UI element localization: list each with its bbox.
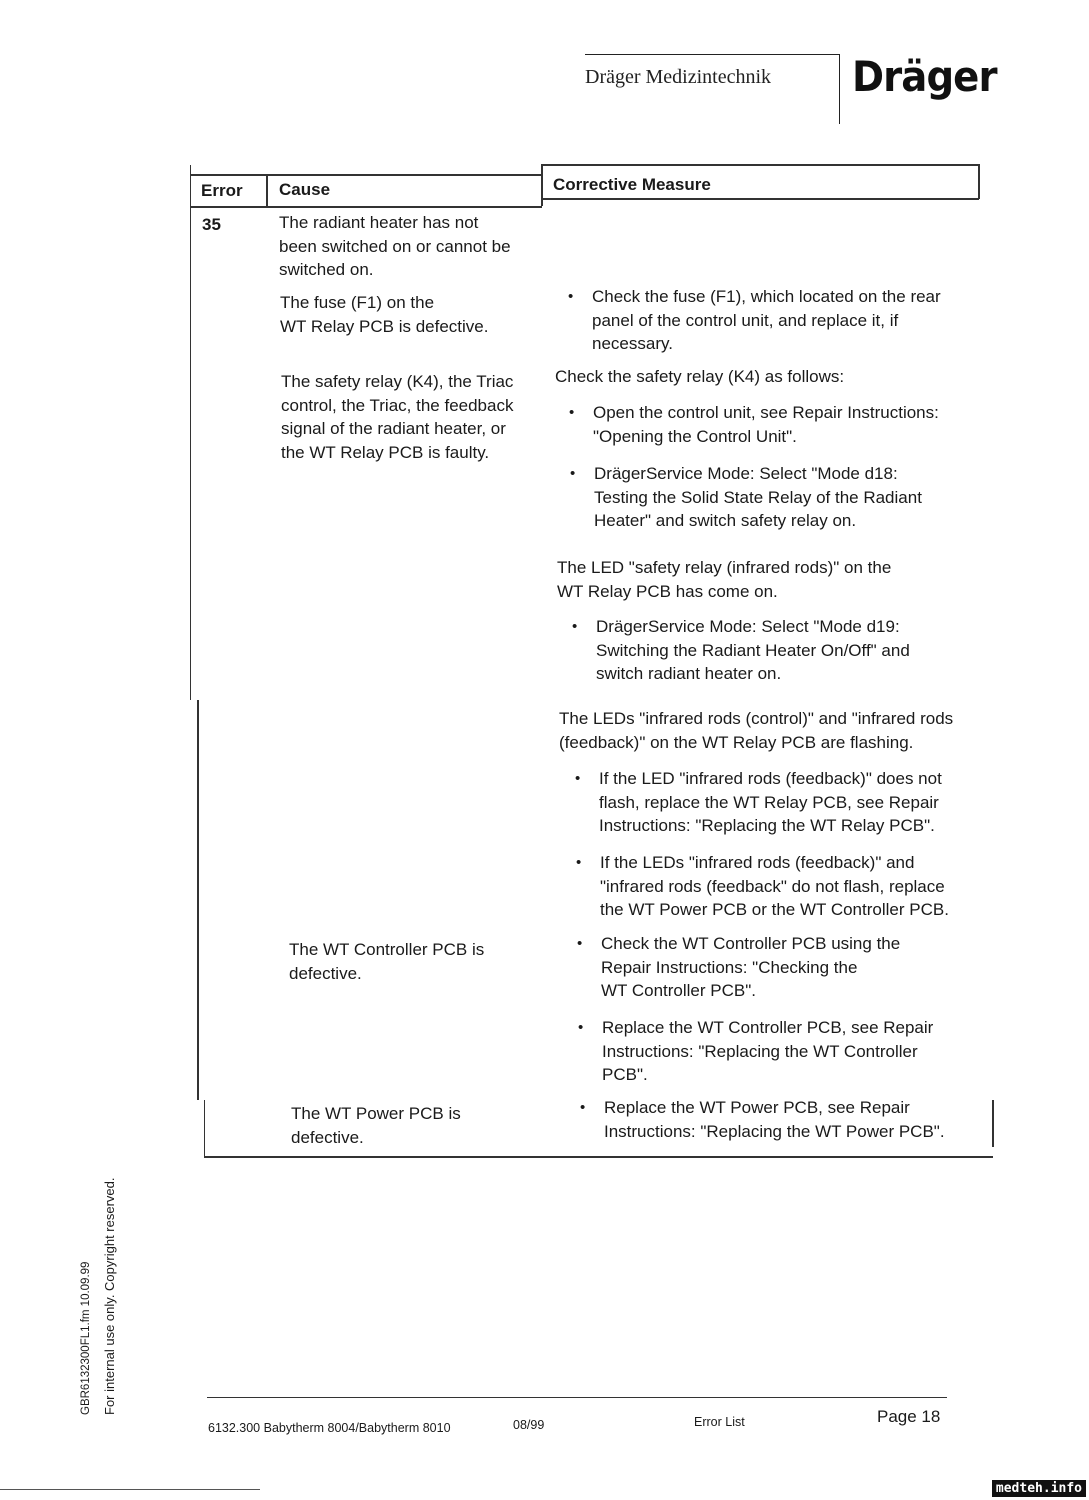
measure-replace-controller: • Replace the WT Controller PCB, see Repair Instructions: "Replacing the WT Controller PCB". xyxy=(578,1018,934,1084)
bottom-scan-line xyxy=(0,1489,260,1490)
table-header-divider-right xyxy=(542,198,979,200)
table-right-border-lower xyxy=(992,1100,994,1147)
header-divider xyxy=(839,54,840,124)
footer-section: Error List xyxy=(694,1415,745,1429)
error-code: 35 xyxy=(202,215,221,234)
measure-feedback-2: • If the LEDs "infrared rods (feedback)" and "infrared rods (feedback" do not flash, replace the WT Power PCB or the WT Controller PCB. xyxy=(576,853,949,919)
measure-open-control-unit: • Open the control unit, see Repair Instructions: "Opening the Control Unit". xyxy=(569,403,939,446)
cause-safety-relay: The safety relay (K4), the Triac control, the Triac, the feedback signal of the radiant heater, or the WT Relay PCB is faulty. xyxy=(281,372,514,462)
measure-relay-intro: Check the safety relay (K4) as follows: xyxy=(555,367,845,386)
table-bottom-border xyxy=(203,1156,993,1158)
watermark: medteh.info xyxy=(992,1480,1086,1497)
company-name: Dräger Medizintechnik xyxy=(585,66,772,88)
measure-feedback-1: • If the LED "infrared rods (feedback)" does not flash, replace the WT Relay PCB, see Repair Instructions: "Replacing the WT Relay PCB". xyxy=(575,769,942,835)
brand-logo: Dräger xyxy=(852,52,997,101)
measure-check-controller: • Check the WT Controller PCB using the Repair Instructions: "Checking the WT Controller PCB". xyxy=(577,934,901,1000)
table-left-border-mid xyxy=(197,700,199,1100)
measure-fuse: • Check the fuse (F1), which located on the rear panel of the control unit, and replace it, if necessary. xyxy=(568,287,941,353)
table-top-border-right xyxy=(542,164,979,166)
measure-led-note: The LED "safety relay (infrared rods)" on the WT Relay PCB has come on. xyxy=(557,558,892,601)
footer-date: 08/99 xyxy=(513,1418,545,1432)
side-copyright: For internal use only. Copyright reserved. xyxy=(102,1177,117,1415)
footer-page-number: Page 18 xyxy=(877,1407,941,1426)
column-divider-2 xyxy=(541,164,543,206)
column-header-corrective-measure: Corrective Measure xyxy=(553,175,711,194)
footer-rule xyxy=(207,1397,947,1398)
measure-leds-flashing-note: The LEDs "infrared rods (control)" and "infrared rods (feedback)" on the WT Relay PCB are flashing. xyxy=(559,709,954,752)
measure-replace-power: • Replace the WT Power PCB, see Repair Instructions: "Replacing the WT Power PCB". xyxy=(580,1098,945,1141)
cause-power-pcb: The WT Power PCB is defective. xyxy=(291,1104,461,1147)
column-divider-1 xyxy=(266,174,268,207)
measure-mode-d19: • DrägerService Mode: Select "Mode d19: Switching the Radiant Heater On/Off" and switch radiant heater on. xyxy=(572,617,910,683)
header-rule xyxy=(585,54,840,55)
cause-radiant-heater: The radiant heater has not been switched on or cannot be switched on. xyxy=(279,213,511,279)
side-doc-id: GBR6132300FL1.fm 10.09.99 xyxy=(80,1261,92,1415)
column-header-error: Error xyxy=(201,181,243,200)
cause-controller-pcb: The WT Controller PCB is defective. xyxy=(289,940,485,983)
table-right-border xyxy=(978,164,980,199)
frame-mask-2 xyxy=(189,700,193,1160)
column-header-cause: Cause xyxy=(279,180,331,199)
measure-mode-d18: • DrägerService Mode: Select "Mode d18: Testing the Solid State Relay of the Radiant Heater" and switch safety relay on. xyxy=(570,464,922,530)
table-top-border xyxy=(190,174,542,176)
cause-fuse: The fuse (F1) on the WT Relay PCB is defective. xyxy=(280,293,489,336)
footer-product: 6132.300 Babytherm 8004/Babytherm 8010 xyxy=(208,1421,451,1435)
table-header-divider xyxy=(190,206,542,208)
